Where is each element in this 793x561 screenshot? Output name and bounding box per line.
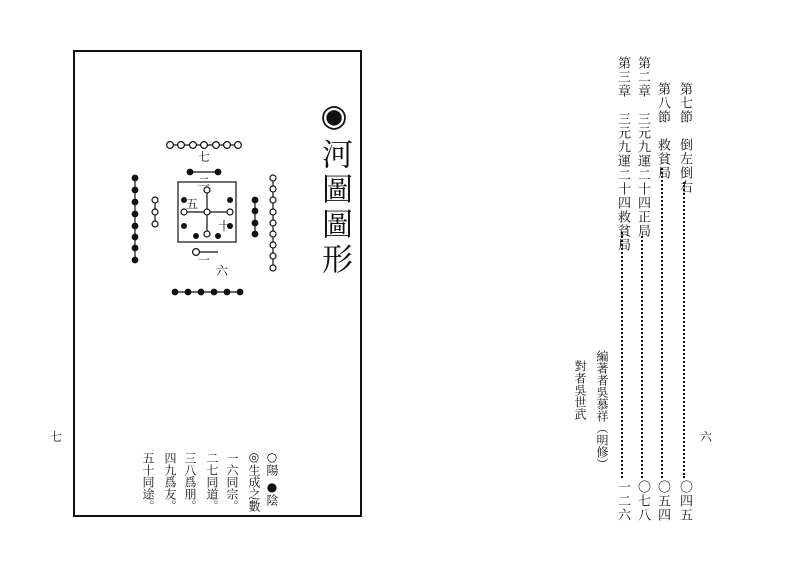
proofreader-credit: 對者吳世武 — [573, 360, 587, 420]
hetu-diagram — [120, 130, 300, 300]
diagram-label-ten: 十 — [217, 219, 231, 233]
toc-title-1: 第七節 倒左倒右 — [677, 82, 692, 194]
diagram-label-two: 二 — [197, 175, 211, 189]
pair-line-4: 四九爲友。 — [163, 452, 177, 512]
legend-yin: ●陰 — [265, 480, 279, 506]
figure-title: ◉河圖圖形 — [316, 98, 352, 278]
toc-leader-4 — [621, 232, 623, 478]
toc-leader-1 — [683, 182, 685, 478]
section-heading: ◎生成之數 — [247, 450, 261, 512]
pair-line-5: 五十同途。 — [141, 452, 155, 512]
pair-line-3: 三八爲朋。 — [183, 452, 197, 512]
toc-title-2: 第八節 救貧局 — [655, 82, 670, 180]
toc-leader-3 — [641, 236, 643, 478]
author-credit: 編著者吳慕祥（明修） — [595, 350, 609, 470]
diagram-label-six: 六 — [215, 264, 229, 278]
toc-page-3: 〇七八 — [635, 480, 650, 522]
toc-page-1: 〇四五 — [677, 480, 692, 522]
diagram-label-five: 五 — [185, 197, 199, 211]
diagram-label-one: 一 — [197, 253, 211, 267]
diagram-label-seven: 七 — [197, 150, 211, 164]
toc-page-2: 〇五四 — [655, 480, 670, 522]
legend-yang: ○陽 — [265, 450, 279, 476]
toc-page-4: 一二六 — [615, 480, 630, 522]
pair-line-2: 二七同道。 — [205, 452, 219, 512]
left-page-number: 七 — [50, 430, 63, 444]
toc-title-4: 第三章 三元九運二十四救貧局 — [615, 56, 630, 252]
toc-title-3: 第二章 三元九運二十四正局 — [635, 56, 650, 238]
pair-line-1: 一六同宗。 — [225, 452, 239, 512]
right-page-number: 六 — [700, 430, 713, 444]
toc-leader-2 — [661, 168, 663, 478]
